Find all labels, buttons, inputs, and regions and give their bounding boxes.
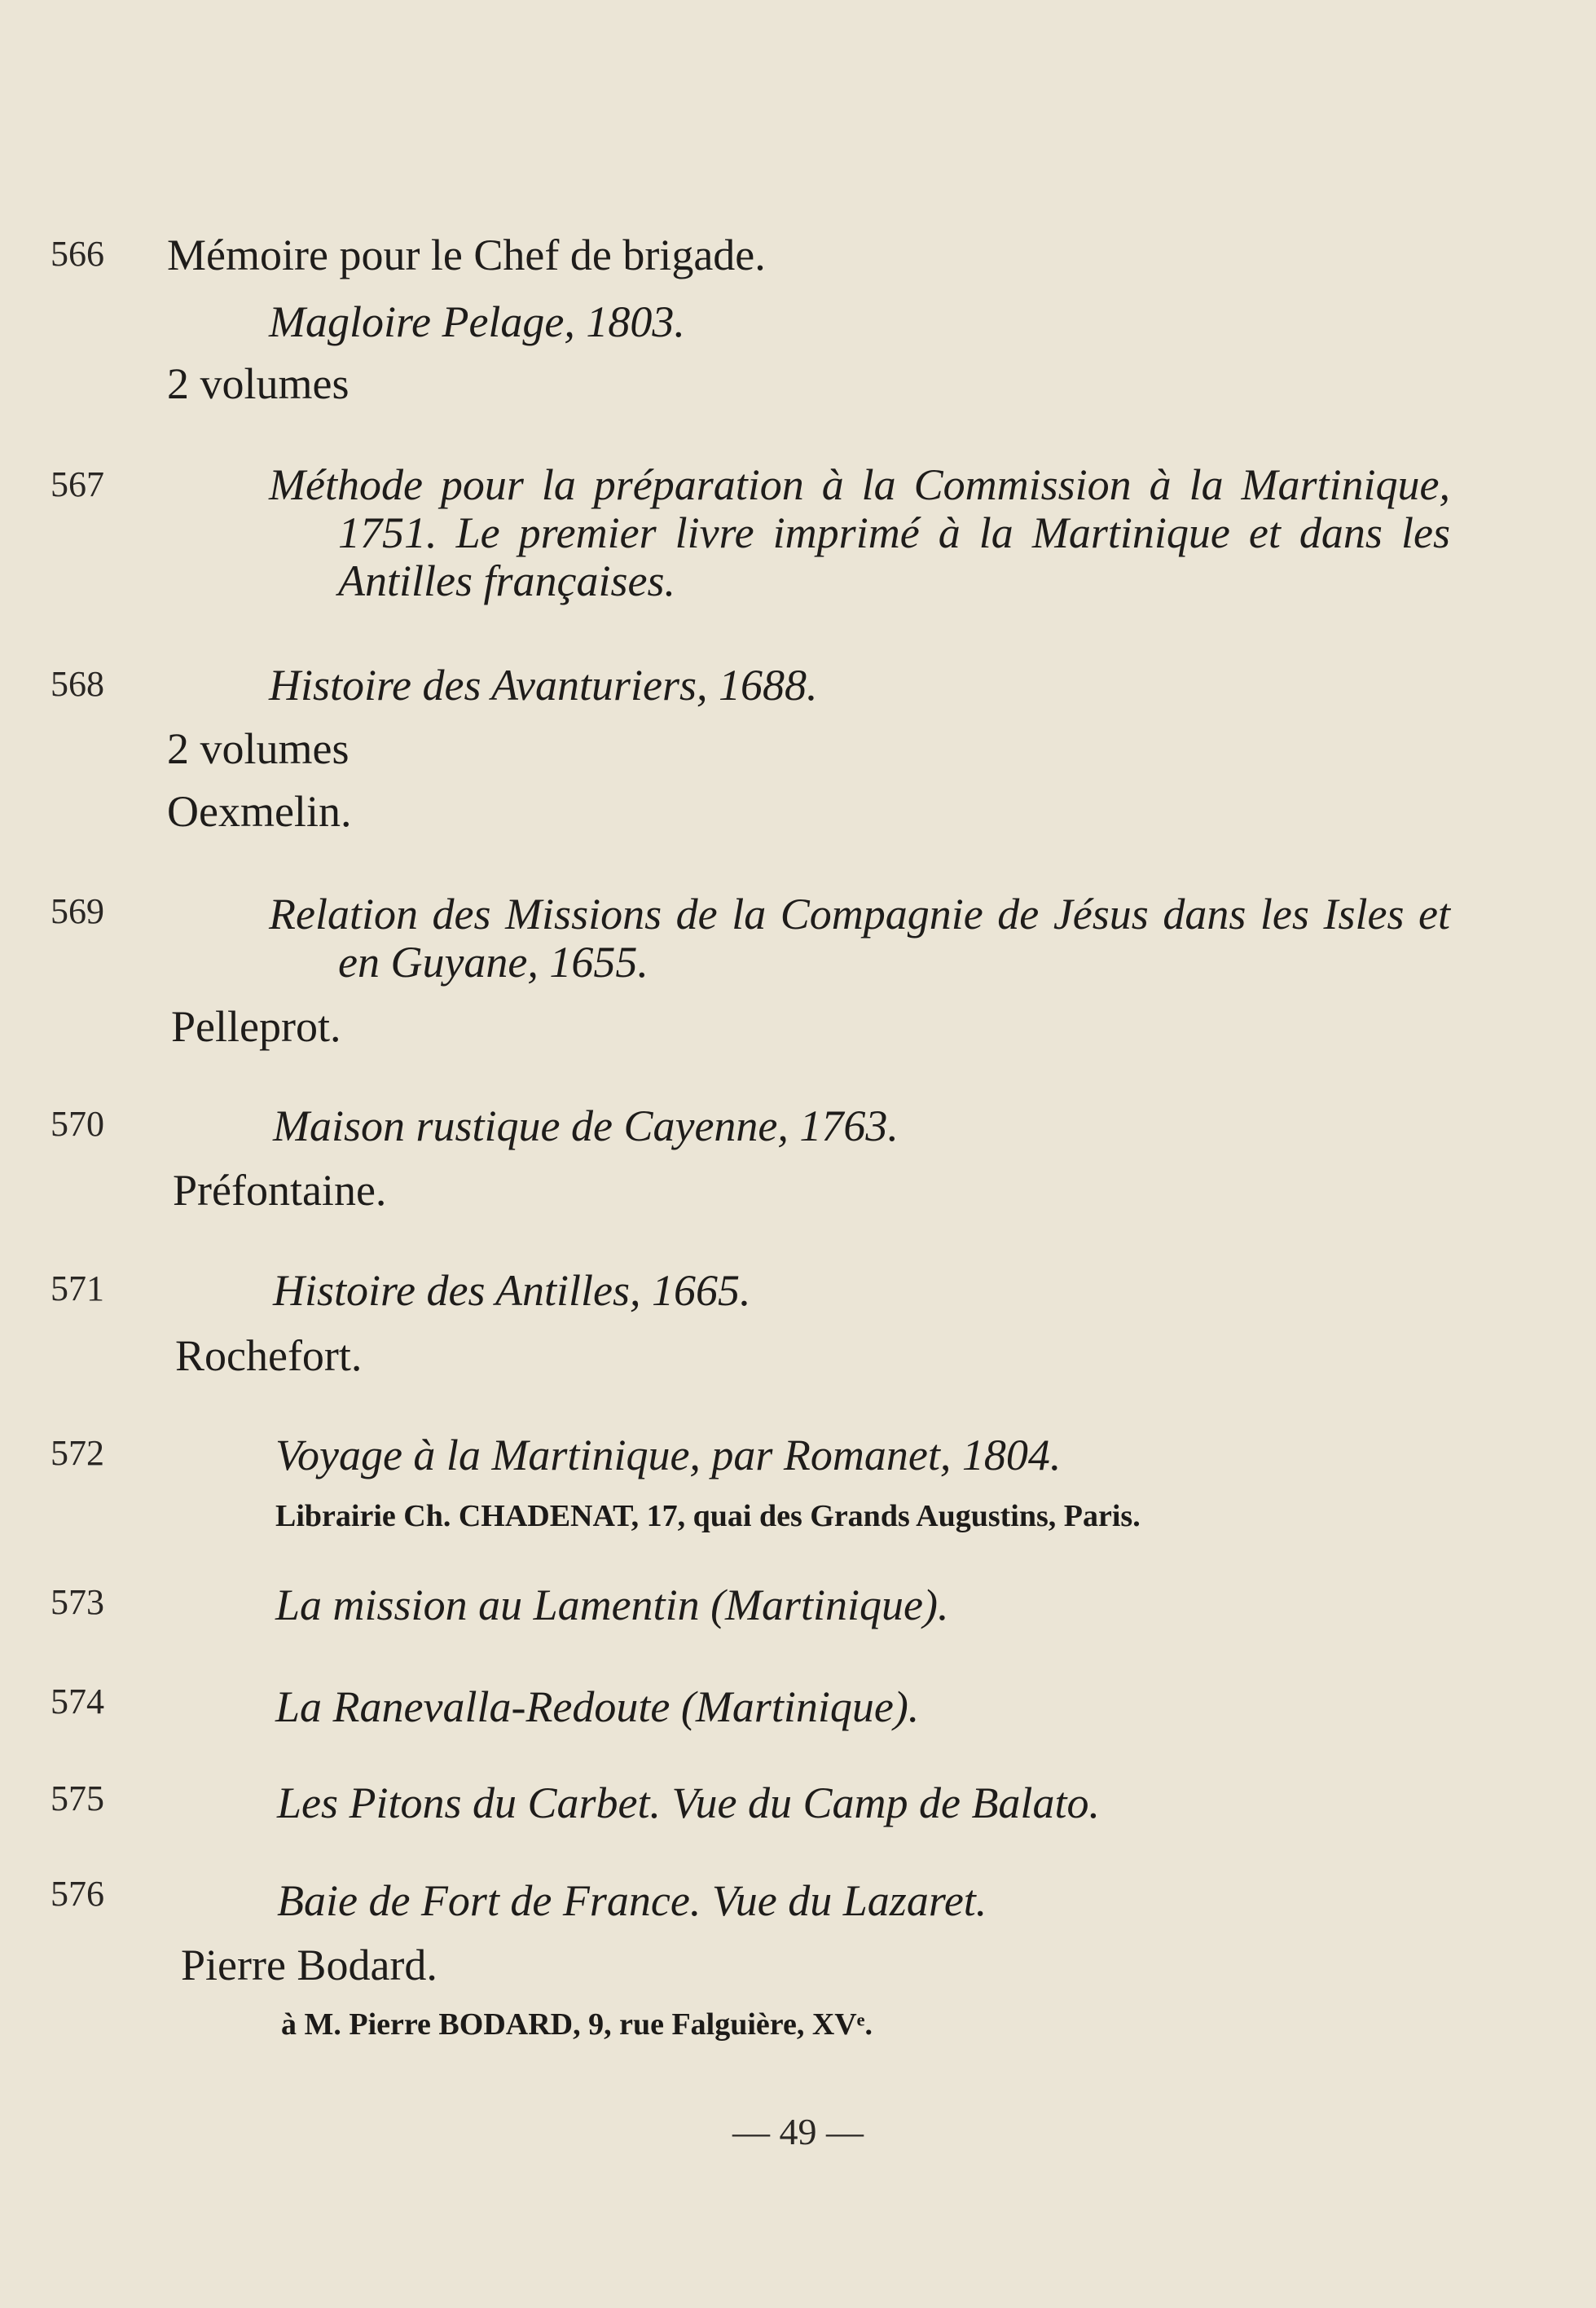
entry-number: 567 <box>51 464 104 504</box>
entry-title: Histoire des Avanturiers, 1688. <box>269 661 818 710</box>
entry-author: Oexmelin. <box>167 787 352 836</box>
entry-number: 575 <box>51 1778 104 1818</box>
entry-title: Les Pitons du Carbet. Vue du Camp de Balato. <box>277 1778 1100 1827</box>
entry-title: Histoire des Antilles, 1665. <box>273 1266 751 1315</box>
entry-title: La Ranevalla-Redoute (Martinique). <box>275 1682 920 1731</box>
entry-number: 572 <box>51 1433 104 1473</box>
entry-number: 571 <box>51 1268 104 1308</box>
entry-title: Maison rustique de Cayenne, 1763. <box>273 1101 899 1150</box>
entry-author: Pierre Bodard. <box>181 1941 437 1989</box>
entry-number: 573 <box>51 1582 104 1622</box>
entry-number: 574 <box>51 1682 104 1721</box>
entry-title: Méthode pour la préparation à la Commission à la Martinique, 1751. Le premier livre imprimé à la Martinique et dans les Antilles françaises. <box>269 460 1450 605</box>
page-number: — 49 — <box>732 2111 864 2152</box>
entry-number: 576 <box>51 1874 104 1914</box>
owner-note: à M. Pierre BODARD, 9, rue Falguière, XVᵉ. <box>281 2007 873 2042</box>
entry-title: Voyage à la Martinique, par Romanet, 1804. <box>275 1431 1062 1479</box>
entry-number: 570 <box>51 1104 104 1144</box>
entry-title: Mémoire pour le Chef de brigade. <box>167 231 766 279</box>
entry-title: Relation des Missions de la Compagnie de Jésus dans les Isles et en Guyane, 1655. <box>269 890 1450 987</box>
entry-author: Préfontaine. <box>173 1166 387 1215</box>
entry-author: Magloire Pelage, 1803. <box>269 297 685 346</box>
entry-title: La mission au Lamentin (Martinique). <box>275 1580 949 1629</box>
entry-title: Baie de Fort de France. Vue du Lazaret. <box>277 1876 987 1925</box>
entry-author: Pelleprot. <box>171 1002 341 1051</box>
entry-number: 566 <box>51 234 104 274</box>
entry-volumes: 2 volumes <box>167 724 350 773</box>
entry-author: Rochefort. <box>175 1331 363 1380</box>
entry-volumes: 2 volumes <box>167 359 350 408</box>
entry-number: 568 <box>51 664 104 704</box>
entry-number: 569 <box>51 891 104 931</box>
bookseller-note: Librairie Ch. CHADENAT, 17, quai des Grands Augustins, Paris. <box>275 1499 1141 1533</box>
